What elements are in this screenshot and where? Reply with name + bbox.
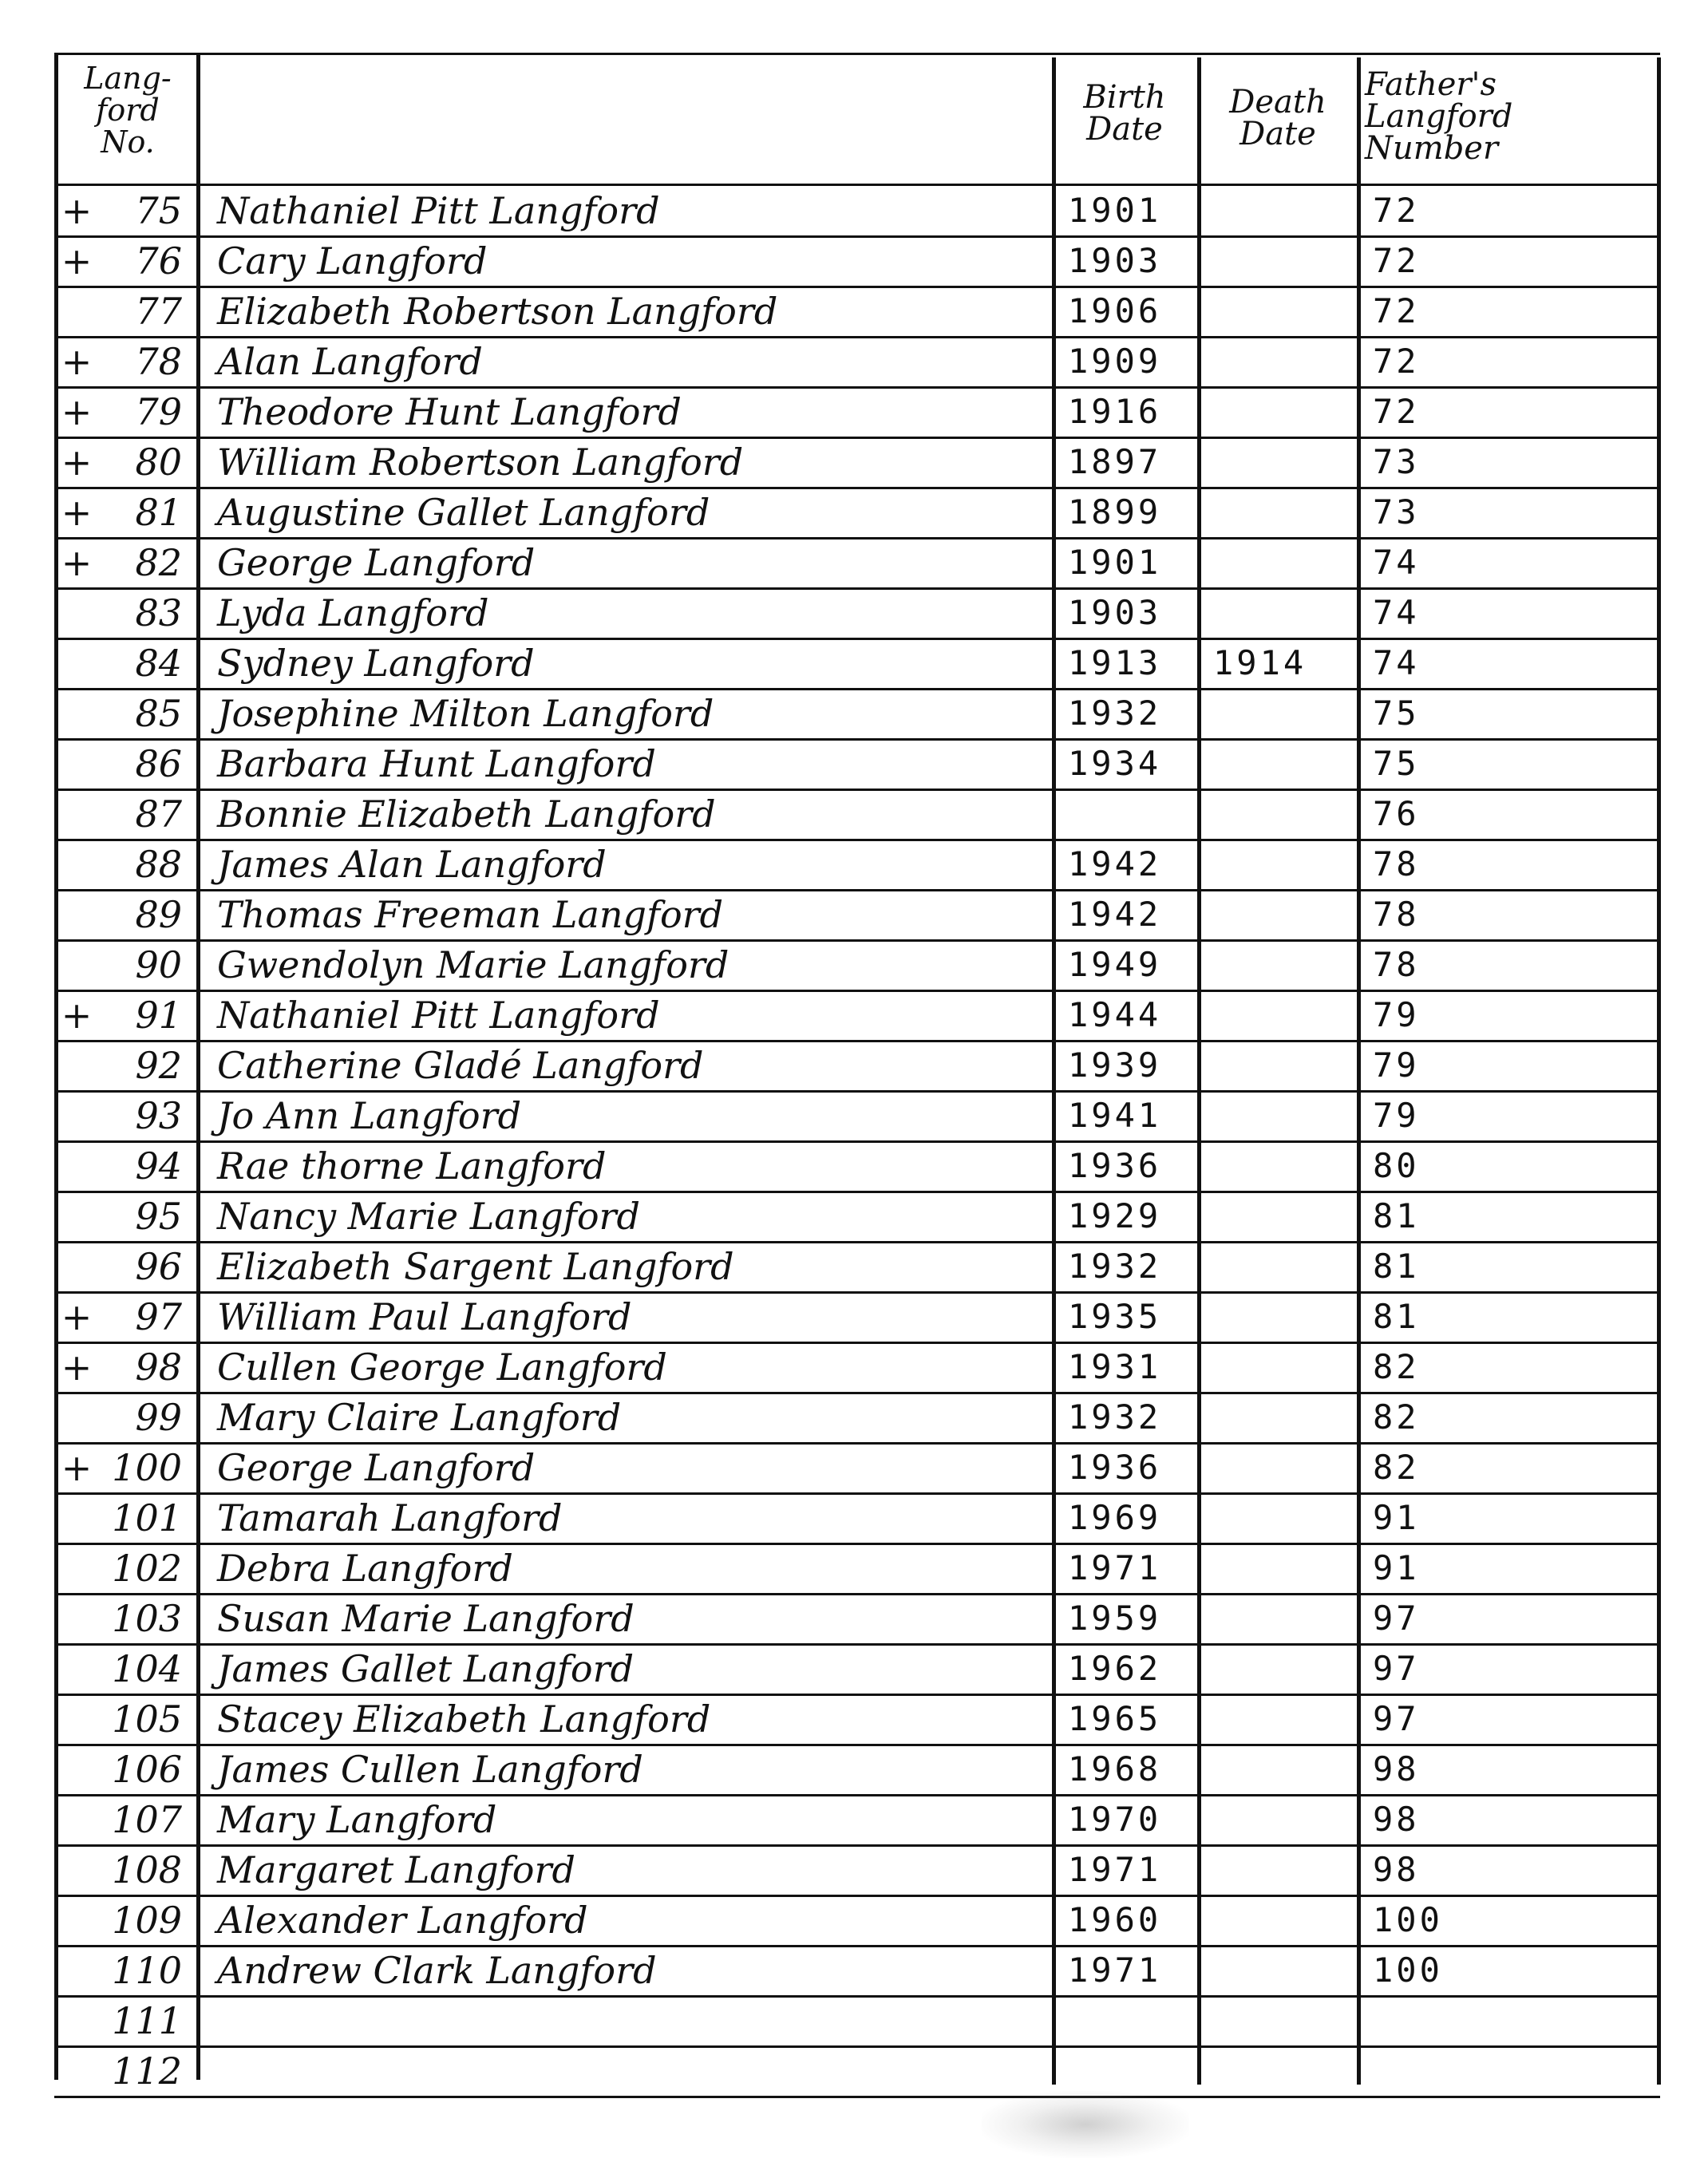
row-death-cell	[1213, 1898, 1349, 1946]
row-rule	[54, 1694, 1660, 1696]
row-mark-cell: +	[61, 239, 93, 283]
row-num-cell: 87	[135, 792, 182, 836]
row-num-cell: 109	[112, 1899, 182, 1942]
row-death-cell	[1213, 1546, 1349, 1594]
birth-column-right-rule	[1197, 57, 1201, 2085]
row-father-cell: 79	[1373, 1045, 1420, 1085]
row-name-cell: Sydney Langford	[217, 642, 535, 685]
row-birth-cell: 1932	[1068, 694, 1162, 733]
row-num-cell: 81	[135, 491, 182, 534]
row-rule	[54, 437, 1660, 439]
birth-column-left-rule	[1052, 57, 1056, 2085]
row-num-cell: 95	[135, 1195, 182, 1238]
row-rule	[54, 1643, 1660, 1646]
row-rule	[54, 2045, 1660, 2048]
row-num-cell: 110	[112, 1949, 182, 1992]
row-num-cell: 82	[135, 541, 182, 584]
row-death-cell	[1213, 1697, 1349, 1745]
row-death-cell	[1213, 1244, 1349, 1292]
header-father-number	[1365, 66, 1556, 167]
row-death-cell	[1213, 741, 1349, 789]
row-death-cell	[1213, 1948, 1349, 1996]
row-father-cell	[1373, 2049, 1532, 2097]
row-name-cell: Jo Ann Langford	[217, 1094, 522, 1137]
row-father-cell: 91	[1373, 1548, 1420, 1587]
row-num-cell: 103	[112, 1597, 182, 1640]
row-father-cell: 78	[1373, 895, 1420, 934]
row-birth-cell: 1971	[1068, 1548, 1162, 1587]
row-mark-cell	[57, 1496, 96, 1543]
header-number-line2: ford	[96, 93, 160, 128]
row-num-cell: 99	[135, 1396, 182, 1439]
row-name-cell: Nancy Marie Langford	[217, 1195, 640, 1238]
row-death-cell	[1213, 1043, 1349, 1091]
row-num-cell: 108	[112, 1848, 182, 1891]
row-num-cell: 78	[135, 340, 182, 383]
top-border-rule	[54, 53, 1660, 55]
row-death-cell	[1213, 540, 1349, 588]
header-number-line1: Lang-	[84, 61, 172, 96]
row-mark-cell	[57, 1697, 96, 1745]
row-father-cell: 73	[1373, 492, 1420, 532]
row-num-cell: 101	[112, 1496, 182, 1539]
row-rule	[54, 1442, 1660, 1445]
row-father-cell: 97	[1373, 1699, 1420, 1738]
row-birth-cell: 1903	[1068, 241, 1162, 280]
row-birth-cell: 1970	[1068, 1800, 1162, 1839]
row-mark-cell	[57, 1596, 96, 1644]
row-mark-cell: +	[61, 390, 93, 433]
scan-smudge	[982, 2091, 1189, 2158]
row-name-cell: Mary Langford	[217, 1798, 497, 1841]
row-num-cell: 90	[135, 943, 182, 986]
row-father-cell: 74	[1373, 543, 1420, 582]
row-num-cell: 94	[135, 1144, 182, 1188]
row-death-cell	[1213, 1294, 1349, 1342]
row-num-cell: 104	[112, 1647, 182, 1690]
row-father-cell: 72	[1373, 342, 1420, 381]
row-mark-cell: +	[61, 1346, 93, 1389]
row-death-cell	[1213, 188, 1349, 236]
row-father-cell: 82	[1373, 1448, 1420, 1487]
row-father-cell: 91	[1373, 1498, 1420, 1537]
row-death-cell	[1213, 792, 1349, 840]
row-birth-cell: 1932	[1068, 1397, 1162, 1437]
row-death-cell	[1213, 943, 1349, 990]
row-death-cell	[1213, 490, 1349, 538]
row-name-cell: Margaret Langford	[217, 1848, 575, 1891]
row-mark-cell	[57, 741, 96, 789]
row-rule	[54, 1995, 1660, 1998]
row-name-cell: Mary Claire Langford	[217, 1396, 622, 1439]
row-rule	[54, 1090, 1660, 1093]
row-birth-cell: 1936	[1068, 1448, 1162, 1487]
row-father-cell: 76	[1373, 794, 1420, 833]
row-rule	[54, 1191, 1660, 1193]
row-death-cell: 1914	[1213, 643, 1307, 682]
row-mark-cell	[57, 1043, 96, 1091]
row-father-cell: 78	[1373, 945, 1420, 984]
row-num-cell: 111	[112, 1999, 182, 2042]
row-father-cell: 74	[1373, 593, 1420, 632]
row-num-cell: 91	[135, 994, 182, 1037]
row-father-cell: 81	[1373, 1196, 1420, 1235]
row-birth-cell: 1939	[1068, 1045, 1162, 1085]
row-name-cell: Cullen George Langford	[217, 1346, 667, 1389]
row-birth-cell: 1931	[1068, 1347, 1162, 1386]
row-father-cell: 78	[1373, 844, 1420, 883]
row-birth-cell: 1897	[1068, 442, 1162, 481]
row-father-cell: 75	[1373, 744, 1420, 783]
row-birth-cell: 1942	[1068, 895, 1162, 934]
row-father-cell: 72	[1373, 392, 1420, 431]
row-name-cell: James Cullen Langford	[217, 1748, 643, 1791]
row-num-cell: 112	[112, 2049, 182, 2093]
row-death-cell	[1213, 2049, 1349, 2097]
row-name-cell: George Langford	[217, 1446, 536, 1489]
row-mark-cell	[57, 1898, 96, 1946]
row-father-cell: 79	[1373, 1096, 1420, 1135]
row-name-cell: Elizabeth Robertson Langford	[217, 290, 778, 333]
row-mark-cell	[57, 1848, 96, 1895]
row-father-cell: 73	[1373, 442, 1420, 481]
row-birth-cell: 1959	[1068, 1599, 1162, 1638]
row-death-cell	[1213, 1998, 1349, 2046]
row-death-cell	[1213, 1395, 1349, 1443]
row-rule	[54, 1744, 1660, 1746]
row-father-cell: 97	[1373, 1649, 1420, 1688]
row-num-cell: 107	[112, 1798, 182, 1841]
row-mark-cell	[57, 1747, 96, 1795]
row-mark-cell	[57, 591, 96, 638]
row-mark-cell	[57, 1797, 96, 1845]
header-number	[64, 62, 192, 158]
row-rule	[54, 638, 1660, 640]
row-father-cell: 80	[1373, 1146, 1420, 1185]
row-rule	[54, 1140, 1660, 1143]
row-birth-cell: 1932	[1068, 1247, 1162, 1286]
row-birth-cell: 1906	[1068, 291, 1162, 330]
row-mark-cell	[57, 1093, 96, 1141]
row-birth-cell: 1968	[1068, 1749, 1162, 1788]
row-rule	[54, 1040, 1660, 1042]
row-death-cell	[1213, 339, 1349, 387]
row-death-cell	[1213, 440, 1349, 488]
row-name-cell: Gwendolyn Marie Langford	[217, 943, 729, 986]
row-mark-cell: +	[61, 189, 93, 232]
row-num-cell: 85	[135, 692, 182, 735]
row-num-cell: 105	[112, 1698, 182, 1741]
row-birth-cell	[1068, 1998, 1196, 2046]
row-mark-cell	[57, 1144, 96, 1192]
row-num-cell: 106	[112, 1748, 182, 1791]
row-rule	[54, 1593, 1660, 1595]
row-father-cell: 72	[1373, 241, 1420, 280]
death-column-right-rule	[1357, 57, 1361, 2085]
row-num-cell: 97	[135, 1295, 182, 1338]
row-name-cell: Nathaniel Pitt Langford	[217, 994, 660, 1037]
row-birth-cell: 1971	[1068, 1850, 1162, 1889]
row-mark-cell: +	[61, 1295, 93, 1338]
row-rule	[54, 1895, 1660, 1897]
row-num-cell: 96	[135, 1245, 182, 1288]
row-rule	[54, 537, 1660, 540]
row-death-cell	[1213, 239, 1349, 287]
row-mark-cell	[57, 2049, 96, 2097]
row-rule	[54, 939, 1660, 942]
row-name-cell: Josephine Milton Langford	[217, 692, 714, 735]
row-birth-cell: 1935	[1068, 1297, 1162, 1336]
header-death-date	[1200, 86, 1355, 150]
row-mark-cell: +	[61, 1446, 93, 1489]
header-father-line3: Number	[1365, 130, 1499, 167]
row-mark-cell	[57, 691, 96, 739]
row-mark-cell	[57, 1998, 96, 2046]
row-father-cell: 74	[1373, 643, 1420, 682]
row-birth-cell: 1909	[1068, 342, 1162, 381]
row-father-cell: 72	[1373, 191, 1420, 230]
row-name-cell: Alan Langford	[217, 340, 483, 383]
header-father-line1: Father's	[1365, 66, 1497, 103]
row-name-cell: William Paul Langford	[217, 1295, 632, 1338]
row-name-cell: James Alan Langford	[217, 843, 607, 886]
row-death-cell	[1213, 1646, 1349, 1694]
row-mark-cell	[57, 943, 96, 990]
row-birth-cell: 1901	[1068, 543, 1162, 582]
row-rule	[54, 386, 1660, 389]
row-num-cell: 88	[135, 843, 182, 886]
row-mark-cell: +	[61, 340, 93, 383]
row-birth-cell: 1913	[1068, 643, 1162, 682]
row-birth-cell: 1965	[1068, 1699, 1162, 1738]
row-birth-cell: 1936	[1068, 1146, 1162, 1185]
row-death-cell	[1213, 1144, 1349, 1192]
row-birth-cell: 1941	[1068, 1096, 1162, 1135]
row-father-cell: 72	[1373, 291, 1420, 330]
row-rule	[54, 990, 1660, 992]
row-num-cell: 100	[112, 1446, 182, 1489]
row-death-cell	[1213, 892, 1349, 940]
row-num-cell: 102	[112, 1547, 182, 1590]
row-death-cell	[1213, 691, 1349, 739]
row-birth-cell: 1929	[1068, 1196, 1162, 1235]
row-num-cell: 77	[135, 290, 182, 333]
row-mark-cell	[57, 1546, 96, 1594]
row-rule	[54, 1492, 1660, 1495]
row-rule	[54, 235, 1660, 238]
row-name-cell: Alexander Langford	[217, 1899, 588, 1942]
header-father-line2: Langford	[1365, 98, 1513, 135]
row-father-cell	[1373, 1998, 1532, 2046]
row-birth-cell	[1068, 2049, 1196, 2097]
row-name-cell: Nathaniel Pitt Langford	[217, 189, 660, 232]
row-death-cell	[1213, 993, 1349, 1041]
row-name-cell: Theodore Hunt Langford	[217, 390, 682, 433]
row-father-cell: 82	[1373, 1347, 1420, 1386]
row-mark-cell	[57, 892, 96, 940]
row-birth-cell: 1969	[1068, 1498, 1162, 1537]
row-num-cell: 86	[135, 742, 182, 785]
row-death-cell	[1213, 1345, 1349, 1393]
row-name-cell	[217, 1998, 1039, 2046]
row-rule	[54, 889, 1660, 891]
row-birth-cell: 1944	[1068, 995, 1162, 1034]
row-father-cell: 98	[1373, 1749, 1420, 1788]
row-death-cell	[1213, 1596, 1349, 1644]
row-mark-cell: +	[61, 491, 93, 534]
row-num-cell: 92	[135, 1044, 182, 1087]
row-birth-cell: 1899	[1068, 492, 1162, 532]
row-birth-cell: 1962	[1068, 1649, 1162, 1688]
row-rule	[54, 1543, 1660, 1545]
row-name-cell: Stacey Elizabeth Langford	[217, 1698, 711, 1741]
row-rule	[54, 1342, 1660, 1344]
row-birth-cell: 1942	[1068, 844, 1162, 883]
row-birth-cell	[1068, 792, 1196, 840]
row-name-cell: Bonnie Elizabeth Langford	[217, 792, 716, 836]
header-birth-date	[1054, 79, 1196, 148]
row-mark-cell	[57, 1646, 96, 1694]
row-name-cell: Debra Langford	[217, 1547, 513, 1590]
row-birth-cell: 1901	[1068, 191, 1162, 230]
header-birth-line1: Birth	[1083, 79, 1166, 116]
row-death-cell	[1213, 1093, 1349, 1141]
row-birth-cell: 1934	[1068, 744, 1162, 783]
row-mark-cell: +	[61, 541, 93, 584]
row-name-cell: Lyda Langford	[217, 591, 489, 634]
row-father-cell: 97	[1373, 1599, 1420, 1638]
row-rule	[54, 1291, 1660, 1294]
row-birth-cell: 1916	[1068, 392, 1162, 431]
row-birth-cell: 1903	[1068, 593, 1162, 632]
row-num-cell: 80	[135, 441, 182, 484]
row-father-cell: 81	[1373, 1247, 1420, 1286]
row-name-cell: Susan Marie Langford	[217, 1597, 635, 1640]
row-mark-cell	[57, 289, 96, 337]
row-rule	[54, 286, 1660, 288]
row-mark-cell	[57, 1244, 96, 1292]
row-rule	[54, 1794, 1660, 1796]
row-death-cell	[1213, 289, 1349, 337]
row-name-cell: Barbara Hunt Langford	[217, 742, 656, 785]
right-border-rule	[1657, 57, 1661, 2085]
row-death-cell	[1213, 1496, 1349, 1543]
row-death-cell	[1213, 1797, 1349, 1845]
row-name-cell: Catherine Gladé Langford	[217, 1044, 704, 1087]
row-mark-cell	[57, 641, 96, 689]
header-underline-rule	[54, 184, 1660, 186]
row-num-cell: 93	[135, 1094, 182, 1137]
row-num-cell: 83	[135, 591, 182, 634]
row-rule	[54, 2096, 1660, 2098]
row-rule	[54, 1844, 1660, 1847]
row-name-cell: William Robertson Langford	[217, 441, 744, 484]
row-rule	[54, 839, 1660, 841]
header-death-line1: Death	[1229, 84, 1326, 121]
row-num-cell: 79	[135, 390, 182, 433]
row-mark-cell: +	[61, 441, 93, 484]
row-name-cell: Augustine Gallet Langford	[217, 491, 710, 534]
row-mark-cell	[57, 1948, 96, 1996]
row-father-cell: 98	[1373, 1850, 1420, 1889]
row-rule	[54, 688, 1660, 690]
row-father-cell: 98	[1373, 1800, 1420, 1839]
header-death-line2: Date	[1239, 116, 1316, 152]
row-rule	[54, 587, 1660, 590]
row-num-cell: 84	[135, 642, 182, 685]
row-mark-cell	[57, 842, 96, 890]
row-mark-cell: +	[61, 994, 93, 1037]
row-father-cell: 100	[1373, 1900, 1443, 1939]
header-birth-line2: Date	[1086, 111, 1163, 148]
row-num-cell: 75	[135, 189, 182, 232]
row-rule	[54, 788, 1660, 791]
row-mark-cell	[57, 1395, 96, 1443]
row-father-cell: 75	[1373, 694, 1420, 733]
row-name-cell: Elizabeth Sargent Langford	[217, 1245, 734, 1288]
number-column-rule	[196, 53, 200, 2080]
row-death-cell	[1213, 1445, 1349, 1493]
row-name-cell: Cary Langford	[217, 239, 488, 283]
row-name-cell	[217, 2049, 1039, 2097]
row-rule	[54, 738, 1660, 741]
row-birth-cell: 1960	[1068, 1900, 1162, 1939]
row-mark-cell	[57, 1194, 96, 1242]
row-rule	[54, 336, 1660, 338]
row-father-cell: 81	[1373, 1297, 1420, 1336]
row-death-cell	[1213, 591, 1349, 638]
row-num-cell: 89	[135, 893, 182, 936]
row-name-cell: Thomas Freeman Langford	[217, 893, 724, 936]
row-birth-cell: 1949	[1068, 945, 1162, 984]
row-death-cell	[1213, 389, 1349, 437]
row-father-cell: 79	[1373, 995, 1420, 1034]
row-father-cell: 100	[1373, 1951, 1443, 1990]
row-death-cell	[1213, 1194, 1349, 1242]
row-name-cell: Tamarah Langford	[217, 1496, 563, 1539]
row-num-cell: 98	[135, 1346, 182, 1389]
row-name-cell: Rae thorne Langford	[217, 1144, 607, 1188]
row-death-cell	[1213, 1747, 1349, 1795]
row-rule	[54, 1241, 1660, 1243]
row-mark-cell	[57, 792, 96, 840]
row-num-cell: 76	[135, 239, 182, 283]
row-death-cell	[1213, 842, 1349, 890]
header-number-line3: No.	[101, 125, 155, 160]
row-name-cell: James Gallet Langford	[217, 1647, 635, 1690]
row-name-cell: Andrew Clark Langford	[217, 1949, 657, 1992]
row-father-cell: 82	[1373, 1397, 1420, 1437]
row-rule	[54, 1392, 1660, 1394]
row-rule	[54, 487, 1660, 489]
row-name-cell: George Langford	[217, 541, 536, 584]
row-death-cell	[1213, 1848, 1349, 1895]
row-birth-cell: 1971	[1068, 1951, 1162, 1990]
row-rule	[54, 1945, 1660, 1947]
